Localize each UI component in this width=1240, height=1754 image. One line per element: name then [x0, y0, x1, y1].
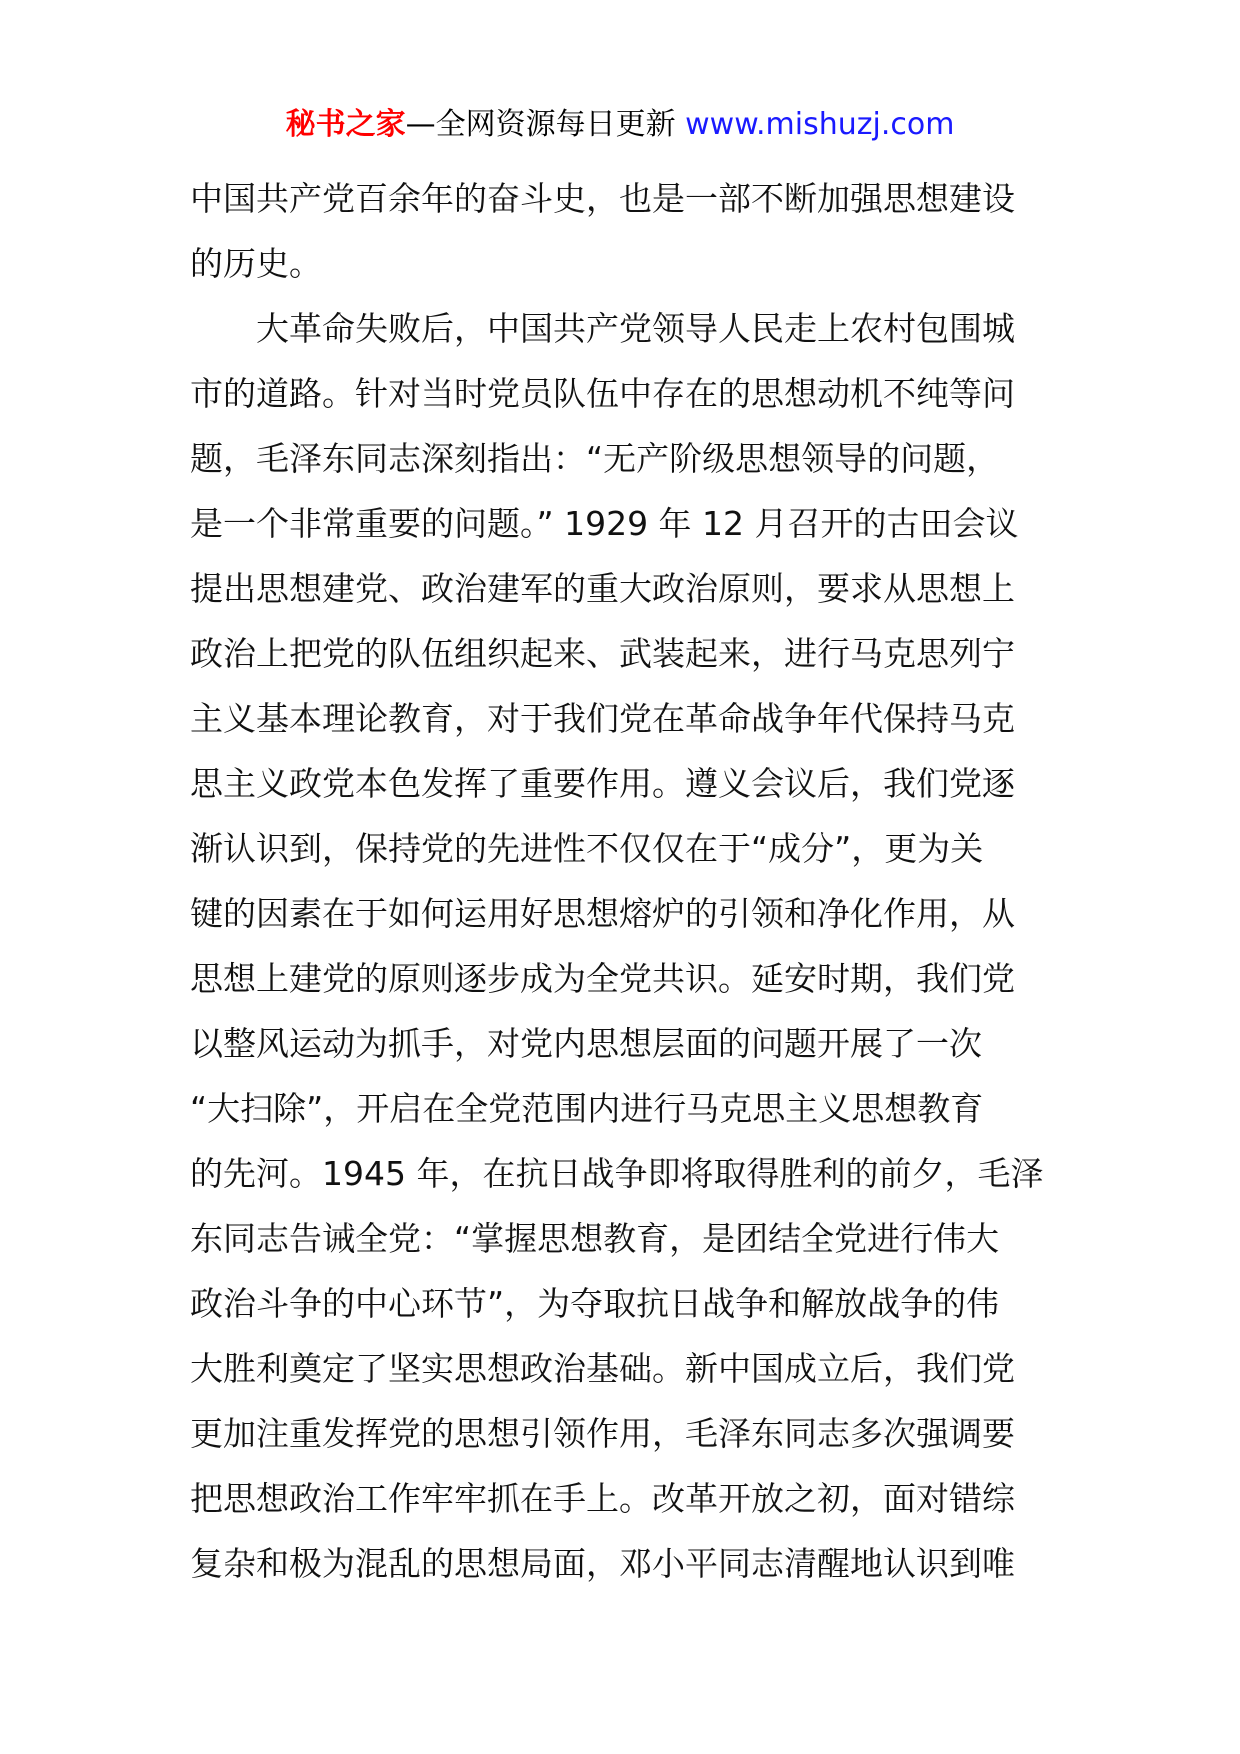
text-line: 政治上把党的队伍组织起来、武装起来，进行马克思列宁 — [190, 634, 1015, 673]
text-line: 主义基本理论教育，对于我们党在革命战争年代保持马克 — [190, 699, 1015, 738]
text-line: 思想上建党的原则逐步成为全党共识。延安时期，我们党 — [190, 959, 1015, 998]
document-body — [190, 166, 1060, 1596]
text-line: 键的因素在于如何运用好思想熔炉的引领和净化作用，从 — [190, 894, 1015, 933]
text-line: 东同志告诫全党：“掌握思想教育，是团结全党进行伟大 — [190, 1219, 1000, 1258]
text-line: 渐认识到，保持党的先进性不仅仅在于“成分”，更为关 — [190, 829, 984, 868]
site-url-link[interactable]: www.mishuzj.com — [685, 107, 955, 142]
text-line: 复杂和极为混乱的思想局面，邓小平同志清醒地认识到唯 — [190, 1544, 1015, 1583]
text-line: 提出思想建党、政治建军的重大政治原则，要求从思想上 — [190, 569, 1015, 608]
text-line: 的先河。1945 年，在抗日战争即将取得胜利的前夕，毛泽 — [190, 1154, 1044, 1193]
text-line: 大胜利奠定了坚实思想政治基础。新中国成立后，我们党 — [190, 1349, 1015, 1388]
text-line: 思主义政党本色发挥了重要作用。遵义会议后，我们党逐 — [190, 764, 1015, 803]
brand-name: 秘书之家 — [285, 107, 406, 142]
text-line: 的历史。 — [190, 244, 322, 283]
page-header — [0, 103, 1240, 147]
text-line: 以整风运动为抓手，对党内思想层面的问题开展了一次 — [190, 1024, 982, 1063]
text-line: 是一个非常重要的问题。” 1929 年 12 月召开的古田会议 — [190, 504, 1019, 543]
text-line: 政治斗争的中心环节”，为夺取抗日战争和解放战争的伟 — [190, 1284, 1000, 1323]
text-line: 市的道路。针对当时党员队伍中存在的思想动机不纯等问 — [190, 374, 1015, 413]
header-slogan: —全网资源每日更新 — [405, 107, 686, 142]
text-line: 题，毛泽东同志深刻指出：“无产阶级思想领导的问题， — [190, 439, 1000, 478]
text-line: 更加注重发挥党的思想引领作用，毛泽东同志多次强调要 — [190, 1414, 1015, 1453]
text-line: “大扫除”，开启在全党范围内进行马克思主义思想教育 — [190, 1089, 984, 1128]
text-line: 中国共产党百余年的奋斗史，也是一部不断加强思想建设 — [190, 179, 1015, 218]
text-line: 大革命失败后，中国共产党领导人民走上农村包围城 — [190, 309, 1015, 348]
text-line: 把思想政治工作牢牢抓在手上。改革开放之初，面对错综 — [190, 1479, 1015, 1518]
